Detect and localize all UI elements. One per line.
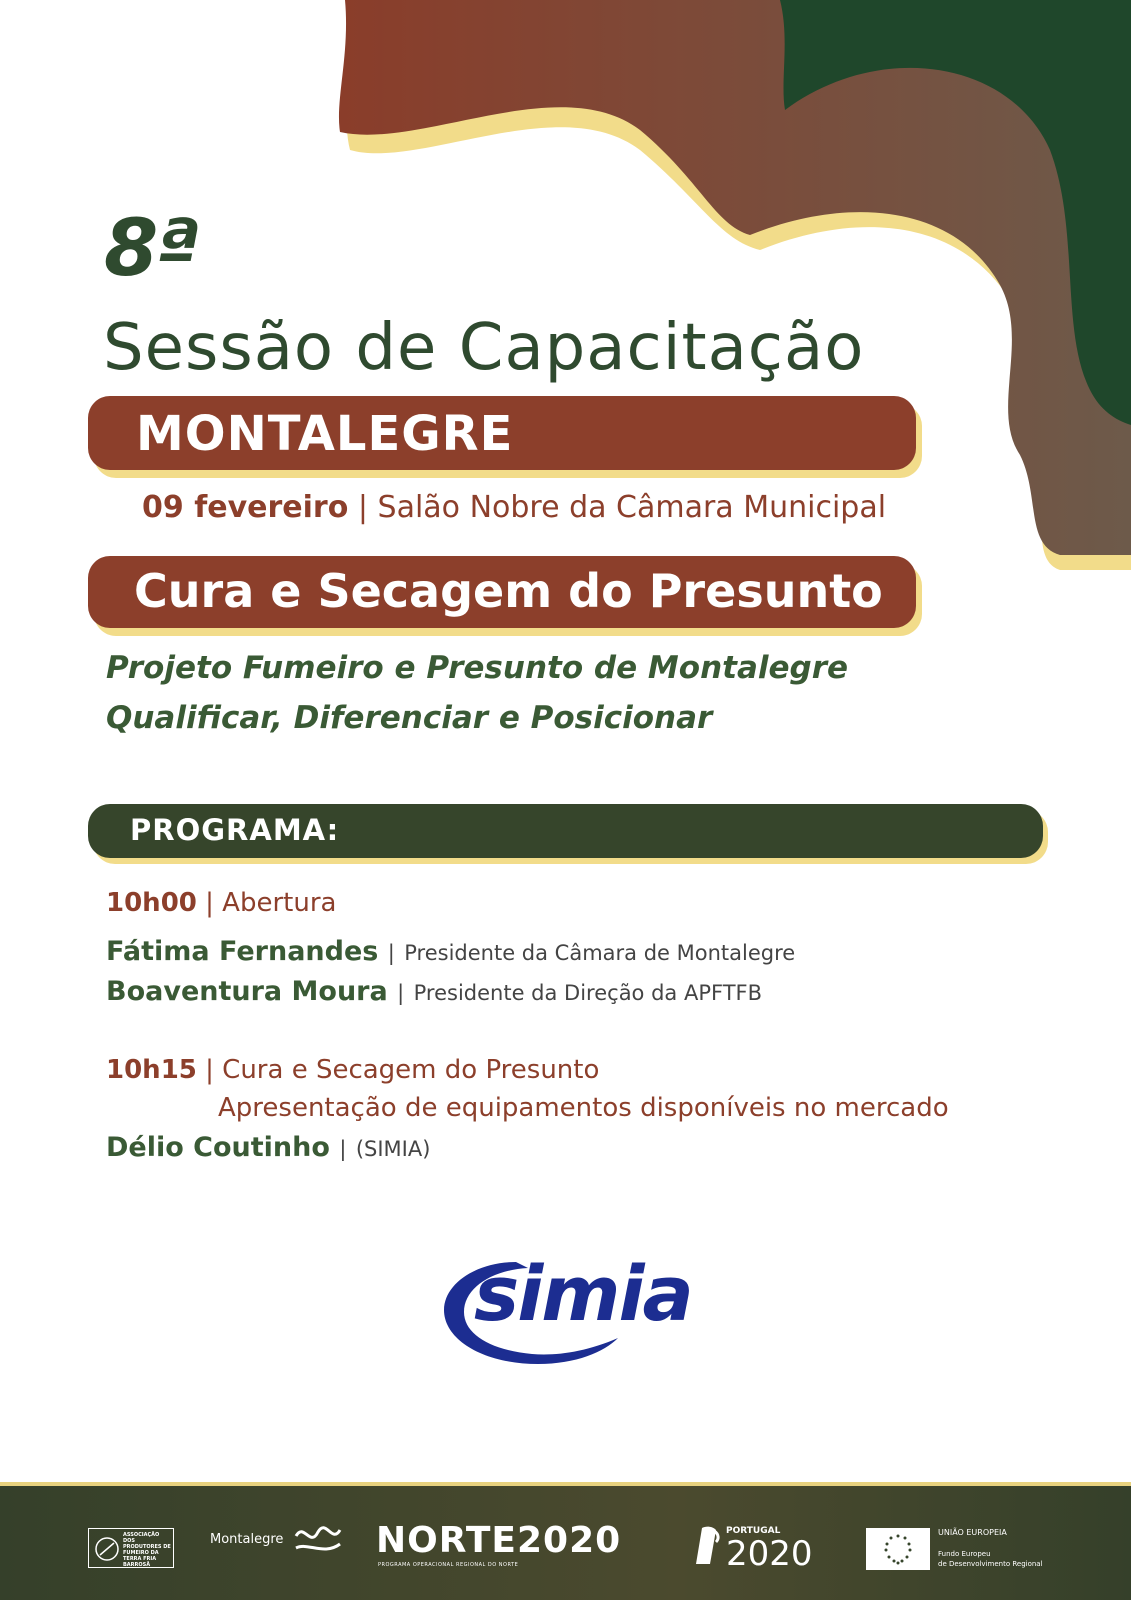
session-1-time: 10h00 <box>106 888 197 918</box>
session-2-subtitle: Apresentação de equipamentos disponíveis no mercado <box>218 1093 949 1123</box>
speaker-2-name: Boaventura Moura <box>106 976 388 1007</box>
norte2020-logo: NORTE2020 <box>376 1520 622 1561</box>
separator: | <box>357 490 368 525</box>
montalegre-wave-icon <box>294 1522 342 1556</box>
speaker-1 <box>106 936 795 967</box>
programa-banner <box>88 804 1043 858</box>
portugal2020-emblem-icon <box>690 1524 722 1566</box>
speaker-2 <box>106 976 762 1007</box>
footer-sponsors-bar <box>0 1486 1131 1600</box>
speaker-3 <box>106 1132 430 1163</box>
eu-fund-line2: de Desenvolvimento Regional <box>938 1560 1043 1568</box>
association-name: ASSOCIAÇÃO DOS PRODUTORES DE FUMEIRO DA TERRA FRIA BARROSÃ <box>123 1532 171 1568</box>
simia-wordmark: simia <box>474 1249 692 1338</box>
association-emblem-icon <box>92 1531 122 1567</box>
session-2-time: 10h15 <box>106 1055 197 1085</box>
topic-banner <box>88 556 916 628</box>
place-banner <box>88 396 916 470</box>
eu-title: UNIÃO EUROPEIA <box>938 1528 1007 1537</box>
edition-number: 8ª <box>104 204 199 294</box>
project-name: Projeto Fumeiro e Presunto de Montalegre <box>106 650 849 686</box>
programa-heading: PROGRAMA: <box>130 813 340 847</box>
date-venue-line <box>142 490 886 525</box>
separator: | <box>387 941 395 965</box>
speaker-3-role: (SIMIA) <box>355 1137 431 1161</box>
simia-logo <box>436 1248 696 1368</box>
event-venue: Salão Nobre da Câmara Municipal <box>377 490 887 525</box>
montalegre-logo-text: Montalegre <box>210 1532 284 1547</box>
norte2020-subtitle: PROGRAMA OPERACIONAL REGIONAL DO NORTE <box>378 1562 519 1568</box>
separator: | <box>339 1137 347 1161</box>
session-2-title: Cura e Secagem do Presunto <box>222 1055 600 1085</box>
separator: | <box>205 1055 214 1085</box>
project-tagline: Qualificar, Diferenciar e Posicionar <box>106 700 713 736</box>
page-title: Sessão de Capacitação <box>103 311 865 385</box>
association-logo <box>88 1528 174 1568</box>
topic-title: Cura e Secagem do Presunto <box>134 564 883 618</box>
eu-fund-line1: Fundo Europeu <box>938 1550 991 1558</box>
session-2-line <box>106 1055 599 1085</box>
speaker-2-role: Presidente da Direção da APFTFB <box>413 981 763 1005</box>
separator: | <box>205 888 214 918</box>
event-date: 09 fevereiro <box>142 490 349 525</box>
eu-flag-icon <box>866 1528 930 1570</box>
separator: | <box>397 981 405 1005</box>
place-name: MONTALEGRE <box>136 406 514 462</box>
session-1-line <box>106 888 336 918</box>
portugal2020-year: 2020 <box>726 1534 813 1574</box>
speaker-3-name: Délio Coutinho <box>106 1132 330 1163</box>
speaker-1-name: Fátima Fernandes <box>106 936 379 967</box>
portugal2020-label: PORTUGAL <box>726 1526 781 1536</box>
session-1-title: Abertura <box>222 888 337 918</box>
speaker-1-role: Presidente da Câmara de Montalegre <box>404 941 796 965</box>
